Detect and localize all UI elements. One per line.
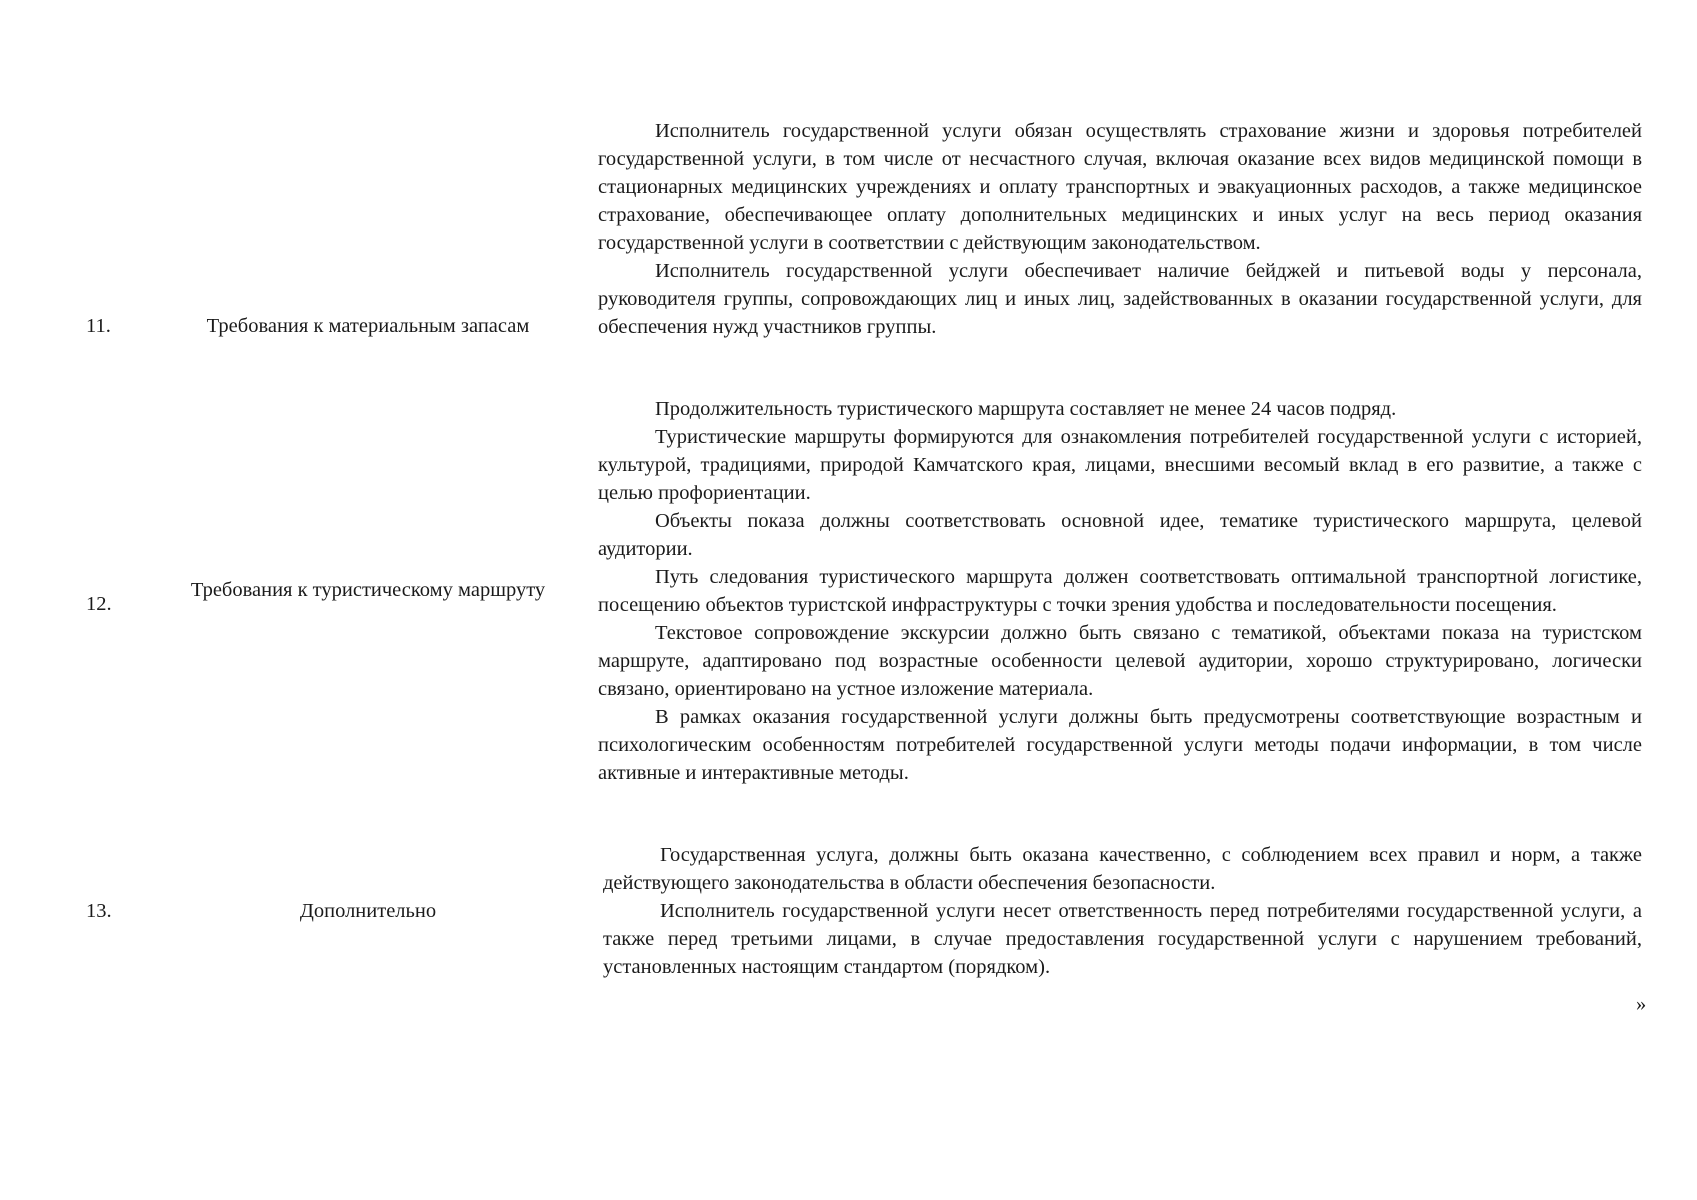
row-number: 11. [86,315,111,337]
row-content [598,395,1642,787]
paragraph: В рамках оказания государственной услуги должны быть предусмотрены соответствующие возрастным и психологическим особенностям потребителей государственной услуги методы подачи информации, в том числе активные и интерактивные методы. [598,706,1642,784]
paragraph: Объекты показа должны соответствовать основной идее, тематике туристического маршрута, целевой аудитории. [598,510,1642,560]
row-name: Дополнительно [299,900,437,922]
closing-quote-mark: » [1636,993,1647,1015]
row-number: 13. [86,900,112,922]
paragraph: Продолжительность туристического маршрута составляет не менее 24 часов подряд. [655,398,1397,420]
row-name: Требования к туристическому маршруту [190,579,546,601]
paragraph: Исполнитель государственной услуги обеспечивает наличие бейджей и питьевой воды у персонала, руководителя группы, сопровождающих лиц и иных лиц, задействованных в оказании государственной услуги, для обеспечения нужд участников группы. [598,260,1642,338]
row-content [598,117,1642,341]
paragraph: Туристические маршруты формируются для ознакомления потребителей государственной услуги с историей, культурой, традициями, природой Камчатского края, лицами, внесшими весомый вклад в его развитие, а также с целью профориентации. [598,426,1642,504]
paragraph: Текстовое сопровождение экскурсии должно быть связано с тематикой, объектами показа на туристском маршруте, адаптировано под возрастные особенности целевой аудитории, хорошо структурировано, логически связано, ориентировано на устное изложение материала. [598,622,1642,700]
paragraph: Путь следования туристического маршрута должен соответствовать оптимальной транспортной логистике, посещению объектов туристской инфраструктуры с точки зрения удобства и последовательности посещения. [598,566,1642,616]
row-content [603,841,1642,981]
row-number: 12. [86,593,112,615]
row-name: Требования к материальным запасам [206,315,530,337]
paragraph: Исполнитель государственной услуги несет ответственность перед потребителями государственной услуги, а также перед третьими лицами, в случае предоставления государственной услуги с нарушением требований, установленных настоящим стандартом (порядком). [603,900,1642,978]
paragraph: Исполнитель государственной услуги обязан осуществлять страхование жизни и здоровья потребителей государственной услуги, в том числе от несчастного случая, включая оказание всех видов медицинской помощи в стационарных медицинских учреждениях и оплату транспортных и эвакуационных расходов, а также медицинское страхование, обеспечивающее оплату дополнительных медицинских и иных услуг на весь период оказания государственной услуги в соответствии с действующим законодательством. [598,120,1642,254]
paragraph: Государственная услуга, должны быть оказана качественно, с соблюдением всех правил и норм, а также действующего законодательства в области обеспечения безопасности. [603,844,1642,894]
